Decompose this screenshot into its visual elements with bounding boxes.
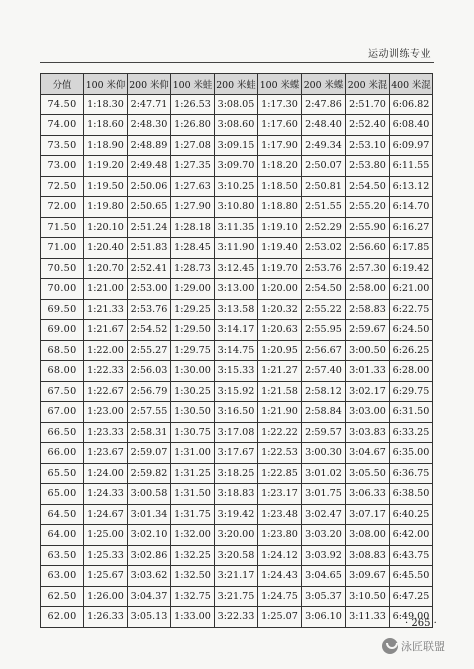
running-head: 运动训练专业 [368, 49, 431, 60]
table-row [41, 156, 433, 177]
time-cell: 6:45.50 [390, 566, 433, 587]
score-cell: 70.00 [41, 279, 84, 300]
time-cell: 3:09.67 [346, 566, 390, 587]
time-cell: 3:08.00 [346, 525, 390, 546]
time-cell: 3:17.67 [215, 443, 258, 464]
time-cell: 2:59.07 [128, 443, 171, 464]
time-cell: 1:22.85 [258, 463, 302, 484]
time-cell: 1:25.07 [258, 607, 302, 628]
time-cell: 1:22.53 [258, 443, 302, 464]
time-cell: 1:28.73 [171, 258, 215, 279]
table-row [41, 381, 433, 402]
time-cell: 3:07.17 [346, 504, 390, 525]
time-cell: 2:47.71 [128, 94, 171, 115]
time-cell: 1:32.50 [171, 566, 215, 587]
time-cell: 1:22.33 [84, 361, 128, 382]
time-cell: 6:43.75 [390, 545, 433, 566]
time-cell: 1:22.22 [258, 422, 302, 443]
time-cell: 1:31.75 [171, 504, 215, 525]
time-cell: 6:33.25 [390, 422, 433, 443]
time-cell: 2:54.50 [346, 176, 390, 197]
time-cell: 2:53.80 [346, 156, 390, 177]
time-cell: 3:11.33 [346, 607, 390, 628]
score-cell: 63.50 [41, 545, 84, 566]
score-cell: 62.50 [41, 586, 84, 607]
time-cell: 1:30.75 [171, 422, 215, 443]
time-cell: 3:10.80 [215, 197, 258, 218]
time-cell: 1:25.00 [84, 525, 128, 546]
time-cell: 3:19.42 [215, 504, 258, 525]
time-cell: 6:19.42 [390, 258, 433, 279]
column-header: 200 米蛙 [215, 74, 258, 95]
table-row [41, 258, 433, 279]
time-cell: 1:27.63 [171, 176, 215, 197]
score-cell: 72.50 [41, 176, 84, 197]
time-cell: 1:20.63 [258, 320, 302, 341]
table-row [41, 525, 433, 546]
time-cell: 3:11.90 [215, 238, 258, 259]
time-cell: 1:20.40 [84, 238, 128, 259]
time-cell: 1:29.50 [171, 320, 215, 341]
time-cell: 1:24.33 [84, 484, 128, 505]
table-row [41, 197, 433, 218]
time-cell: 3:01.33 [346, 361, 390, 382]
time-cell: 3:01.75 [302, 484, 346, 505]
table-row [41, 135, 433, 156]
time-cell: 1:31.00 [171, 443, 215, 464]
time-cell: 3:21.75 [215, 586, 258, 607]
time-cell: 1:20.70 [84, 258, 128, 279]
header-rule [40, 62, 434, 63]
time-cell: 1:21.00 [84, 279, 128, 300]
time-cell: 1:29.00 [171, 279, 215, 300]
time-cell: 1:17.60 [258, 115, 302, 136]
time-cell: 1:18.90 [84, 135, 128, 156]
time-cell: 1:31.25 [171, 463, 215, 484]
time-cell: 2:59.57 [302, 422, 346, 443]
time-cell: 2:50.81 [302, 176, 346, 197]
time-cell: 2:55.27 [128, 340, 171, 361]
time-cell: 2:55.20 [346, 197, 390, 218]
column-header: 100 米蛙 [171, 74, 215, 95]
time-cell: 3:02.10 [128, 525, 171, 546]
time-cell: 1:23.80 [258, 525, 302, 546]
page-number: · 265 · [405, 618, 437, 629]
time-cell: 1:23.00 [84, 402, 128, 423]
time-cell: 1:18.80 [258, 197, 302, 218]
time-cell: 3:14.17 [215, 320, 258, 341]
time-cell: 1:17.30 [258, 94, 302, 115]
time-cell: 3:00.30 [302, 443, 346, 464]
time-cell: 2:50.65 [128, 197, 171, 218]
time-cell: 3:08.60 [215, 115, 258, 136]
time-cell: 2:53.76 [302, 258, 346, 279]
time-cell: 2:49.34 [302, 135, 346, 156]
table-body [41, 94, 433, 627]
column-header: 100 米蝶 [258, 74, 302, 95]
time-cell: 3:11.35 [215, 217, 258, 238]
time-cell: 1:27.35 [171, 156, 215, 177]
table-row [41, 115, 433, 136]
score-cell: 68.00 [41, 361, 84, 382]
score-cell: 66.50 [41, 422, 84, 443]
time-cell: 2:58.00 [346, 279, 390, 300]
time-cell: 1:19.80 [84, 197, 128, 218]
table-row [41, 361, 433, 382]
time-cell: 6:47.25 [390, 586, 433, 607]
column-header: 200 米混 [346, 74, 390, 95]
time-cell: 3:10.25 [215, 176, 258, 197]
score-cell: 70.50 [41, 258, 84, 279]
score-cell: 67.00 [41, 402, 84, 423]
time-cell: 1:32.75 [171, 586, 215, 607]
column-header: 100 米仰 [84, 74, 128, 95]
table-row [41, 422, 433, 443]
time-cell: 6:26.25 [390, 340, 433, 361]
time-cell: 6:08.40 [390, 115, 433, 136]
score-cell: 64.00 [41, 525, 84, 546]
time-cell: 1:26.33 [84, 607, 128, 628]
time-cell: 1:20.95 [258, 340, 302, 361]
time-cell: 2:52.29 [302, 217, 346, 238]
time-cell: 3:18.83 [215, 484, 258, 505]
time-cell: 1:24.12 [258, 545, 302, 566]
time-cell: 1:19.20 [84, 156, 128, 177]
time-cell: 6:38.50 [390, 484, 433, 505]
time-cell: 2:58.83 [346, 299, 390, 320]
time-cell: 1:21.67 [84, 320, 128, 341]
time-cell: 3:14.75 [215, 340, 258, 361]
time-cell: 3:06.10 [302, 607, 346, 628]
time-cell: 2:56.79 [128, 381, 171, 402]
time-cell: 3:09.15 [215, 135, 258, 156]
time-cell: 1:26.80 [171, 115, 215, 136]
score-cell: 73.00 [41, 156, 84, 177]
time-cell: 2:48.89 [128, 135, 171, 156]
time-cell: 6:24.50 [390, 320, 433, 341]
score-cell: 65.50 [41, 463, 84, 484]
time-cell: 6:29.75 [390, 381, 433, 402]
time-cell: 2:59.67 [346, 320, 390, 341]
time-cell: 1:24.67 [84, 504, 128, 525]
score-cell: 74.00 [41, 115, 84, 136]
score-cell: 71.00 [41, 238, 84, 259]
time-cell: 6:31.50 [390, 402, 433, 423]
table-row [41, 238, 433, 259]
table-row [41, 566, 433, 587]
table-row [41, 504, 433, 525]
time-cell: 1:27.90 [171, 197, 215, 218]
column-header: 200 米蝶 [302, 74, 346, 95]
column-header: 400 米混 [390, 74, 433, 95]
time-cell: 3:00.58 [128, 484, 171, 505]
time-cell: 2:50.06 [128, 176, 171, 197]
time-cell: 1:19.10 [258, 217, 302, 238]
time-cell: 3:13.58 [215, 299, 258, 320]
time-cell: 1:19.40 [258, 238, 302, 259]
time-cell: 1:21.27 [258, 361, 302, 382]
time-cell: 2:58.84 [302, 402, 346, 423]
time-cell: 1:30.50 [171, 402, 215, 423]
table-row [41, 484, 433, 505]
time-cell: 3:04.67 [346, 443, 390, 464]
time-cell: 1:26.00 [84, 586, 128, 607]
time-cell: 1:28.18 [171, 217, 215, 238]
score-cell: 73.50 [41, 135, 84, 156]
time-cell: 3:12.45 [215, 258, 258, 279]
time-cell: 3:22.33 [215, 607, 258, 628]
score-cell: 74.50 [41, 94, 84, 115]
time-cell: 1:21.90 [258, 402, 302, 423]
time-cell: 3:03.00 [346, 402, 390, 423]
watermark-text: 泳匠联盟 [401, 640, 445, 653]
time-cell: 1:22.00 [84, 340, 128, 361]
time-cell: 2:50.07 [302, 156, 346, 177]
time-cell: 2:56.03 [128, 361, 171, 382]
time-cell: 6:35.00 [390, 443, 433, 464]
time-cell: 1:25.67 [84, 566, 128, 587]
table-row [41, 176, 433, 197]
time-cell: 6:11.55 [390, 156, 433, 177]
column-header: 分值 [41, 74, 84, 95]
time-cell: 6:17.85 [390, 238, 433, 259]
time-cell: 1:24.43 [258, 566, 302, 587]
time-cell: 2:51.83 [128, 238, 171, 259]
time-cell: 1:33.00 [171, 607, 215, 628]
table-row [41, 340, 433, 361]
time-cell: 6:16.27 [390, 217, 433, 238]
time-cell: 6:28.00 [390, 361, 433, 382]
time-cell: 3:15.33 [215, 361, 258, 382]
time-cell: 3:00.50 [346, 340, 390, 361]
time-cell: 3:03.62 [128, 566, 171, 587]
score-cell: 71.50 [41, 217, 84, 238]
time-cell: 2:54.50 [302, 279, 346, 300]
time-cell: 3:03.83 [346, 422, 390, 443]
time-cell: 2:59.82 [128, 463, 171, 484]
score-cell: 72.00 [41, 197, 84, 218]
time-cell: 3:20.00 [215, 525, 258, 546]
time-cell: 1:30.00 [171, 361, 215, 382]
time-cell: 1:24.00 [84, 463, 128, 484]
time-cell: 2:52.41 [128, 258, 171, 279]
time-cell: 3:01.34 [128, 504, 171, 525]
time-cell: 2:51.55 [302, 197, 346, 218]
time-cell: 1:18.20 [258, 156, 302, 177]
time-cell: 6:40.25 [390, 504, 433, 525]
time-cell: 2:57.30 [346, 258, 390, 279]
time-cell: 1:27.08 [171, 135, 215, 156]
time-cell: 2:53.10 [346, 135, 390, 156]
time-cell: 6:36.75 [390, 463, 433, 484]
time-cell: 3:04.37 [128, 586, 171, 607]
time-cell: 3:04.65 [302, 566, 346, 587]
table-row [41, 586, 433, 607]
time-cell: 3:20.58 [215, 545, 258, 566]
time-cell: 2:53.76 [128, 299, 171, 320]
score-cell: 68.50 [41, 340, 84, 361]
time-cell: 1:17.90 [258, 135, 302, 156]
time-cell: 1:20.32 [258, 299, 302, 320]
time-cell: 3:02.86 [128, 545, 171, 566]
time-cell: 3:18.25 [215, 463, 258, 484]
table-row [41, 299, 433, 320]
time-cell: 1:18.60 [84, 115, 128, 136]
time-cell: 1:23.17 [258, 484, 302, 505]
time-cell: 6:14.70 [390, 197, 433, 218]
time-cell: 3:05.13 [128, 607, 171, 628]
time-cell: 1:19.70 [258, 258, 302, 279]
time-cell: 6:49.00 [390, 607, 433, 628]
score-cell: 69.00 [41, 320, 84, 341]
time-cell: 2:53.02 [302, 238, 346, 259]
header-row [41, 74, 433, 95]
time-cell: 1:18.30 [84, 94, 128, 115]
score-cell: 69.50 [41, 299, 84, 320]
time-cell: 6:22.75 [390, 299, 433, 320]
table-row [41, 94, 433, 115]
time-cell: 2:47.86 [302, 94, 346, 115]
time-cell: 2:55.95 [302, 320, 346, 341]
time-cell: 3:01.02 [302, 463, 346, 484]
time-cell: 2:56.67 [302, 340, 346, 361]
time-cell: 3:17.08 [215, 422, 258, 443]
time-cell: 2:51.70 [346, 94, 390, 115]
score-cell: 66.00 [41, 443, 84, 464]
score-cell: 62.00 [41, 607, 84, 628]
table-row [41, 545, 433, 566]
time-cell: 2:53.00 [128, 279, 171, 300]
time-cell: 3:05.37 [302, 586, 346, 607]
table-header [41, 74, 433, 95]
table-row [41, 607, 433, 628]
table-row [41, 402, 433, 423]
time-cell: 3:05.50 [346, 463, 390, 484]
time-cell: 1:19.50 [84, 176, 128, 197]
time-cell: 1:30.25 [171, 381, 215, 402]
time-cell: 2:48.40 [302, 115, 346, 136]
time-cell: 3:08.83 [346, 545, 390, 566]
time-cell: 2:48.30 [128, 115, 171, 136]
time-cell: 2:57.40 [302, 361, 346, 382]
time-cell: 1:26.53 [171, 94, 215, 115]
time-cell: 6:21.00 [390, 279, 433, 300]
swimmer-logo-icon [382, 638, 398, 654]
time-cell: 2:56.60 [346, 238, 390, 259]
time-cell: 3:16.50 [215, 402, 258, 423]
time-cell: 2:55.90 [346, 217, 390, 238]
time-cell: 1:20.10 [84, 217, 128, 238]
time-cell: 6:06.82 [390, 94, 433, 115]
column-header: 200 米仰 [128, 74, 171, 95]
time-cell: 1:20.00 [258, 279, 302, 300]
time-cell: 1:28.45 [171, 238, 215, 259]
time-cell: 3:03.92 [302, 545, 346, 566]
score-cell: 64.50 [41, 504, 84, 525]
time-cell: 1:29.75 [171, 340, 215, 361]
time-cell: 1:22.67 [84, 381, 128, 402]
time-cell: 2:55.22 [302, 299, 346, 320]
time-cell: 6:09.97 [390, 135, 433, 156]
time-cell: 1:23.67 [84, 443, 128, 464]
table-row [41, 463, 433, 484]
time-cell: 3:21.17 [215, 566, 258, 587]
time-cell: 2:57.55 [128, 402, 171, 423]
time-cell: 3:08.05 [215, 94, 258, 115]
time-cell: 1:18.50 [258, 176, 302, 197]
time-cell: 1:23.48 [258, 504, 302, 525]
time-cell: 3:02.17 [346, 381, 390, 402]
score-cell: 67.50 [41, 381, 84, 402]
time-cell: 2:51.24 [128, 217, 171, 238]
table-row [41, 217, 433, 238]
watermark [382, 638, 445, 654]
time-cell: 6:13.12 [390, 176, 433, 197]
time-cell: 3:03.20 [302, 525, 346, 546]
time-cell: 2:52.40 [346, 115, 390, 136]
time-cell: 6:42.00 [390, 525, 433, 546]
time-cell: 2:58.12 [302, 381, 346, 402]
time-cell: 3:02.47 [302, 504, 346, 525]
time-cell: 2:54.52 [128, 320, 171, 341]
time-cell: 1:21.33 [84, 299, 128, 320]
time-cell: 1:21.58 [258, 381, 302, 402]
time-cell: 3:06.33 [346, 484, 390, 505]
time-cell: 3:13.00 [215, 279, 258, 300]
score-cell: 63.00 [41, 566, 84, 587]
time-cell: 3:10.50 [346, 586, 390, 607]
time-cell: 2:58.31 [128, 422, 171, 443]
table-row [41, 279, 433, 300]
table-row [41, 443, 433, 464]
time-cell: 1:29.25 [171, 299, 215, 320]
time-cell: 1:25.33 [84, 545, 128, 566]
time-cell: 1:32.00 [171, 525, 215, 546]
time-cell: 1:23.33 [84, 422, 128, 443]
score-cell: 65.00 [41, 484, 84, 505]
score-table [40, 73, 433, 628]
time-cell: 1:31.50 [171, 484, 215, 505]
time-cell: 3:15.92 [215, 381, 258, 402]
table-row [41, 320, 433, 341]
time-cell: 1:32.25 [171, 545, 215, 566]
time-cell: 1:24.75 [258, 586, 302, 607]
time-cell: 3:09.70 [215, 156, 258, 177]
time-cell: 2:49.48 [128, 156, 171, 177]
